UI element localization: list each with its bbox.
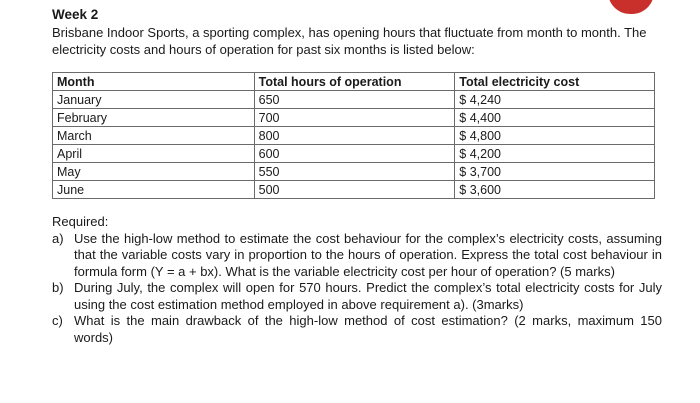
cell-hours: 500	[254, 181, 455, 199]
cell-hours: 600	[254, 145, 455, 163]
requirements-section	[52, 214, 662, 346]
cell-month: March	[53, 127, 255, 145]
table-row	[53, 91, 655, 109]
cell-cost: $ 4,240	[455, 91, 655, 109]
cell-month: June	[53, 181, 255, 199]
question-label: a)	[52, 230, 64, 246]
cell-month: January	[53, 91, 255, 109]
cell-hours: 550	[254, 163, 455, 181]
cell-cost: $ 4,400	[455, 109, 655, 127]
cell-hours: 700	[254, 109, 455, 127]
question-label: b)	[52, 280, 64, 295]
question-label: c)	[52, 313, 63, 328]
intro-paragraph: Brisbane Indoor Sports, a sporting complex, has opening hours that fluctuate from month to month. The electricity costs and hours of operation for past six months is listed below:	[52, 25, 647, 57]
electricity-cost-table	[52, 72, 655, 199]
column-header-cost: Total electricity cost	[455, 73, 655, 91]
table-row	[53, 109, 655, 127]
question-b	[52, 280, 662, 313]
table-row	[53, 163, 655, 181]
cell-hours: 650	[254, 91, 455, 109]
cell-cost: $ 3,700	[455, 163, 655, 181]
document-page	[52, 6, 662, 346]
cell-cost: $ 4,800	[455, 127, 655, 145]
column-header-month: Month	[53, 73, 255, 91]
cell-hours: 800	[254, 127, 455, 145]
cell-cost: $ 4,200	[455, 145, 655, 163]
question-text: What is the main drawback of the high-low method of cost estimation? (2 marks, maximum 150 words)	[74, 313, 662, 345]
requirements-heading: Required:	[52, 214, 109, 229]
cell-month: February	[53, 109, 255, 127]
cell-month: April	[53, 145, 255, 163]
question-text: Use the high-low method to estimate the cost behaviour for the complex’s electricity costs, assuming that the variable costs vary in proportion to the hours of operation. Express the total cost behaviour in formula form (Y = a + bx). What is the variable electricity cost per hour of operation? (5 marks)	[74, 230, 662, 279]
cell-month: May	[53, 163, 255, 181]
question-text: During July, the complex will open for 570 hours. Predict the complex’s total electricity costs for July using the cost estimation method employed in above requirement a). (3marks)	[74, 280, 662, 312]
week-title: Week 2	[52, 7, 99, 22]
question-c	[52, 313, 662, 346]
table-row	[53, 127, 655, 145]
table-row	[53, 145, 655, 163]
question-a	[52, 231, 662, 281]
column-header-hours: Total hours of operation	[254, 73, 455, 91]
table-row	[53, 181, 655, 199]
table-header-row	[53, 73, 655, 91]
cell-cost: $ 3,600	[455, 181, 655, 199]
